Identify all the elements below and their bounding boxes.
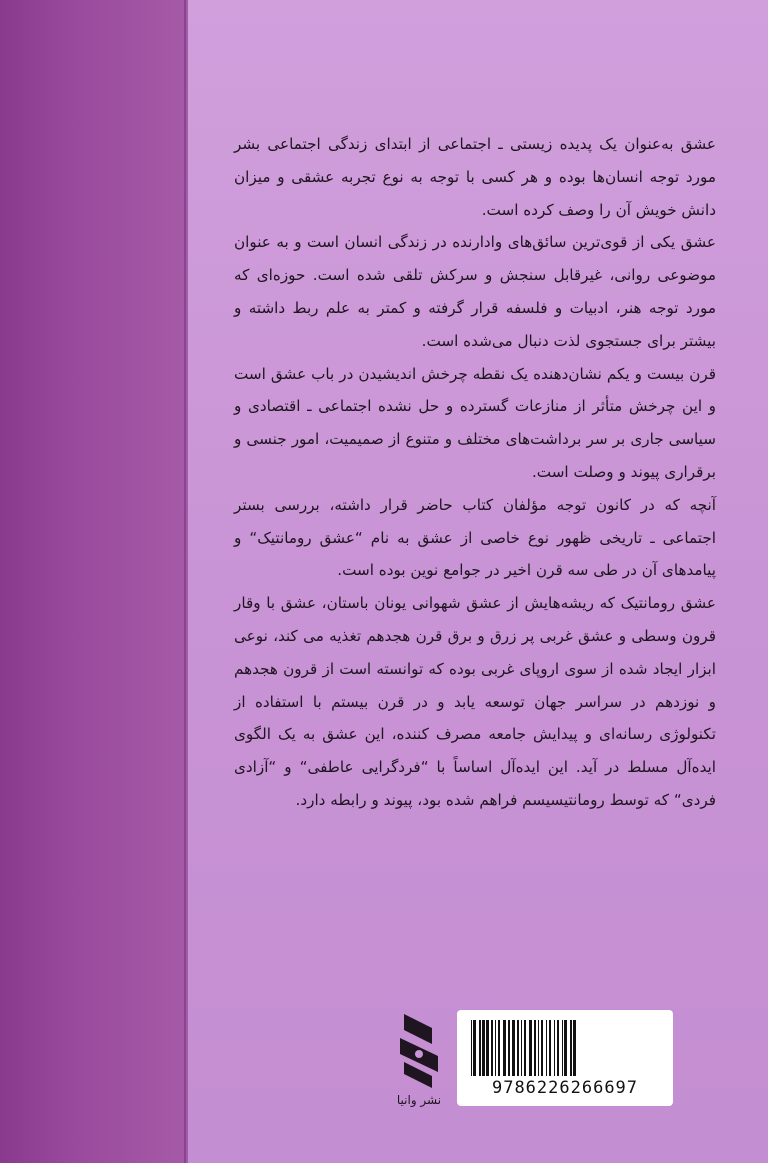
barcode-bar (503, 1020, 506, 1076)
barcode-bar (557, 1020, 559, 1076)
barcode-bar (546, 1020, 547, 1076)
barcode-bar (512, 1020, 515, 1076)
barcode-bar (495, 1020, 496, 1076)
barcode-bar (508, 1020, 510, 1076)
barcode-bar (554, 1020, 555, 1076)
barcode-bar (541, 1020, 543, 1076)
barcode-bar (534, 1020, 536, 1076)
barcode-bar (524, 1020, 526, 1076)
barcode-bar (486, 1020, 489, 1076)
book-spine (0, 0, 186, 1163)
barcode-bar (529, 1020, 532, 1076)
barcode-bar (491, 1020, 493, 1076)
barcode-bars (469, 1020, 661, 1076)
barcode-bar (549, 1020, 551, 1076)
barcode-bar (498, 1020, 500, 1076)
publisher-logo-icon (382, 1010, 456, 1128)
barcode-bar (521, 1020, 522, 1076)
barcode-bar (564, 1020, 567, 1076)
barcode-bar (538, 1020, 539, 1076)
blurb-paragraph-4: آنچه که در کانون توجه مؤلفان کتاب حاضر قرار داشته، بررسی بستر اجتماعی ـ تاریخی ظهور نوع خاصی از عشق به نام “عشق رومانتیک“ و پیامدهای آن در طی سه قرن اخیر در جوامع نوین بوده است. (234, 495, 716, 580)
publisher-name: نشر وانیا (396, 1093, 442, 1107)
barcode-bar (573, 1020, 576, 1076)
isbn-number: 9786226266697 (491, 1078, 639, 1098)
barcode-bar (517, 1020, 519, 1076)
barcode-bar (473, 1020, 476, 1076)
blurb-paragraph-1: عشق به‌عنوان یک پدیده زیستی ـ اجتماعی از ابتدای زندگی اجتماعی بشر مورد توجه انسان‌ها بوده و هر کسی با توجه به نوع تجربه عشقی و میزان دانش خویش آن را وصف کرده است. (234, 135, 716, 219)
blurb-paragraph-3: قرن بیست و یکم نشان‌دهنده یک نقطه چرخش اندیشیدن در باب عشق است و این چرخش متأثر از منازعات گسترده و حل نشده اجتماعی ـ اقتصادی و سیاسی جاری بر سر برداشت‌های مختلف و متنوع از صمیمیت، امور جنسی و برقراری پیوند و وصلت است. (234, 364, 716, 481)
blurb-paragraph-2: عشق یکی از قوی‌ترین سائق‌های وادارنده در زندگی انسان است و به عنوان موضوعی روانی، غیرقابل سنجش و سرکش تلقی شده است. حوزه‌ای که مورد توجه هنر، ادبیات و فلسفه قرار گرفته و کمتر به علم ربط داشته و بیشتر برای جستجوی لذت دنبال می‌شده است. (234, 233, 716, 350)
blurb-paragraph-5: عشق رومانتیک که ریشه‌هایش از عشق شهوانی یونان باستان، عشق با وقار قرون وسطی و عشق غربی پر زرق و برق قرن هجدهم تغذیه می کند، نوعی ابزار ایجاد شده از سوی اروپای غربی بوده که توانسته است از قرون هجدهم و نوزدهم در سراسر جهان توسعه یابد و در قرن بیستم با استفاده از تکنولوژی رسانه‌ای و پیدایش جامعه مصرف کننده، این عشق به یک الگوی ایده‌آل مسلط در آید. این ایده‌آل اساساً با “فردگرایی عاطفی“ و “آزادی فردی“ که توسط رومانتیسیسم فراهم شده بود، پیوند و رابطه دارد. (234, 594, 716, 809)
barcode-bar (471, 1020, 472, 1076)
barcode-bar (482, 1020, 485, 1076)
isbn-barcode (457, 1010, 673, 1106)
blurb-text (234, 128, 716, 817)
barcode-bar (570, 1020, 572, 1076)
barcode-bar (562, 1020, 563, 1076)
barcode-bar (479, 1020, 481, 1076)
